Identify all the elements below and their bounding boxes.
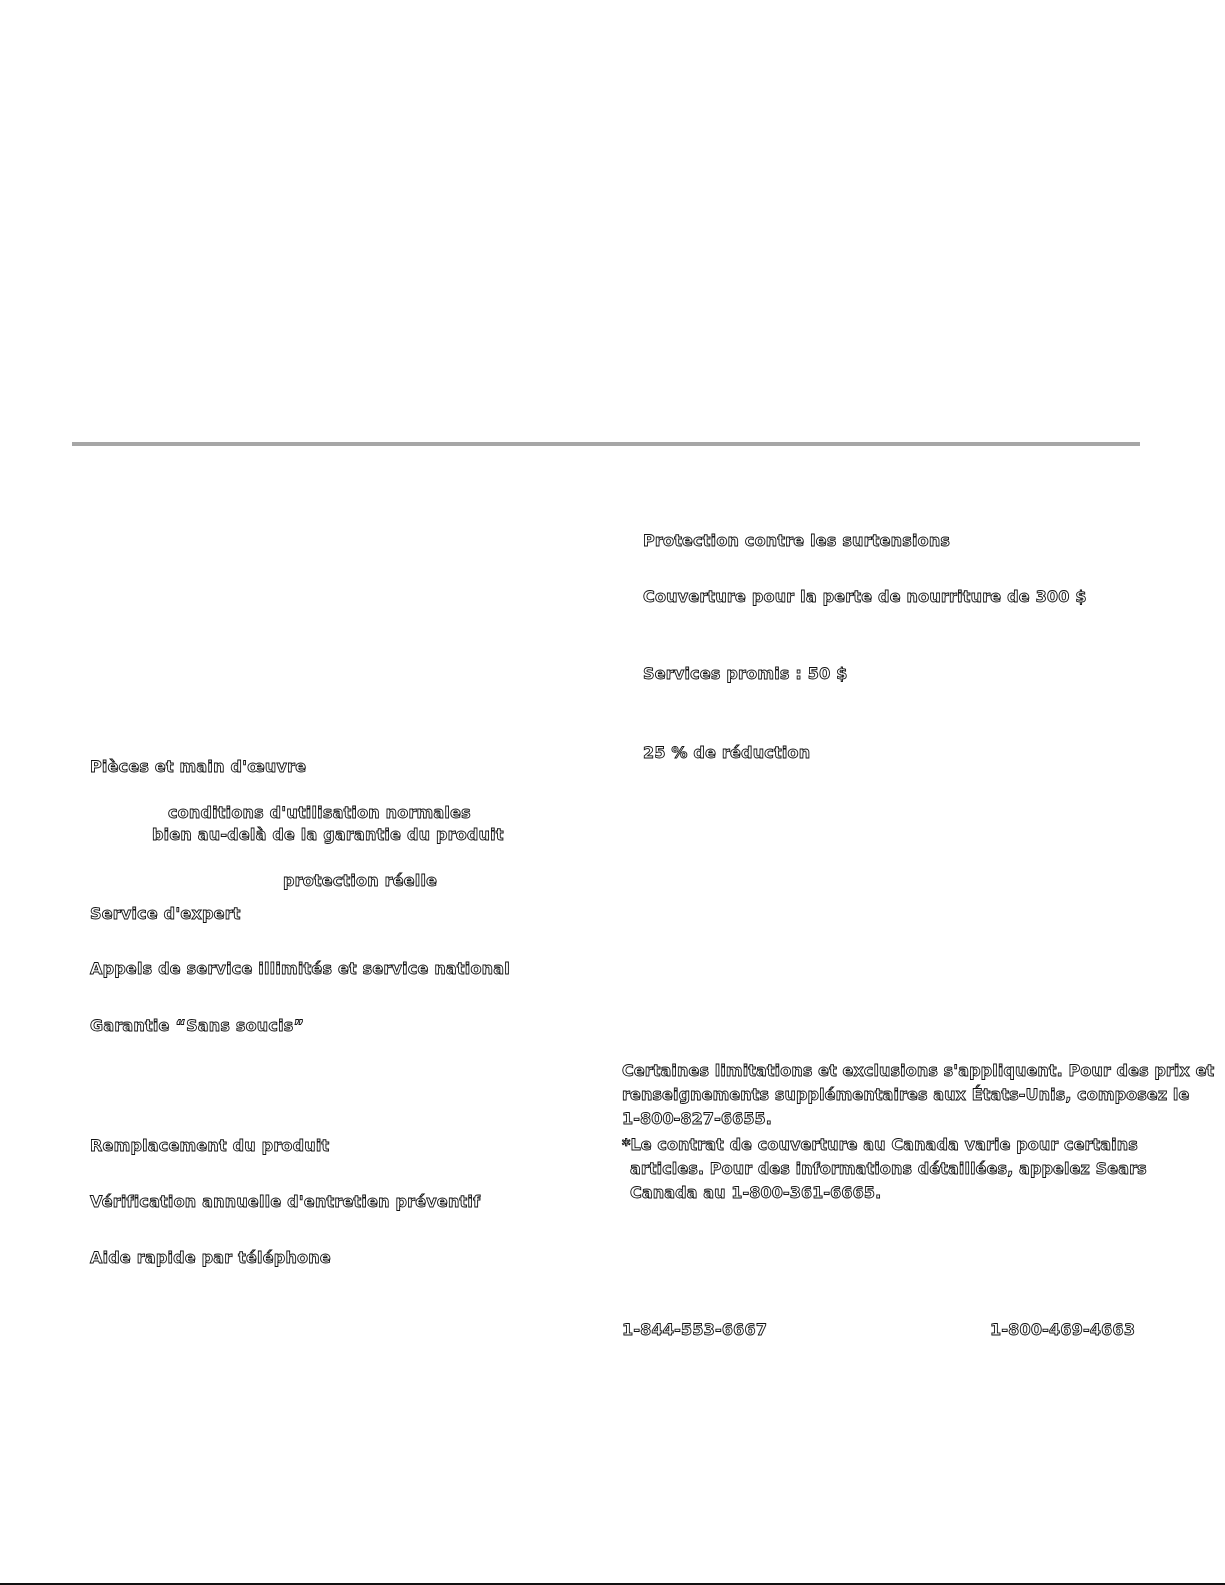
footnote-line: Canada au 1-800-361-6665. (630, 1183, 882, 1202)
food-loss-heading: Couverture pour la perte de nourriture de 300 $ (643, 587, 1087, 606)
disclaimer-line: renseignements supplémentaires aux États-Unis, composez le (622, 1085, 1190, 1104)
section-divider (72, 442, 1140, 446)
product-replacement-heading: Remplacement du produit (90, 1136, 330, 1155)
footnote-line: articles. Pour des informations détaillées, appelez Sears (630, 1159, 1147, 1178)
promised-services-heading: Services promis : 50 $ (643, 664, 848, 683)
surge-protection-heading: Protection contre les surtensions (643, 531, 951, 550)
real-protection-text: protection réelle (283, 871, 438, 890)
beyond-warranty-text: bien au-delà de la garantie du produit (152, 825, 504, 844)
phone-number-us: 1-844-553-6667 (622, 1320, 768, 1339)
phone-help-heading: Aide rapide par téléphone (90, 1248, 331, 1267)
unlimited-calls-heading: Appels de service illimités et service national (90, 959, 510, 978)
footnote-line: *Le contrat de couverture au Canada varie pour certains (622, 1135, 1138, 1154)
normal-use-text: conditions d'utilisation normales (168, 803, 471, 822)
phone-number-canada: 1-800-469-4663 (990, 1320, 1136, 1339)
expert-service-heading: Service d'expert (90, 904, 241, 923)
discount-heading: 25 % de réduction (643, 743, 811, 762)
disclaimer-text (622, 1059, 1214, 1131)
parts-labor-heading: Pièces et main d'œuvre (90, 757, 307, 776)
disclaimer-line: Certaines limitations et exclusions s'appliquent. Pour des prix et (622, 1061, 1215, 1080)
annual-check-heading: Vérification annuelle d'entretien préventif (90, 1192, 481, 1211)
no-worries-heading: Garantie “Sans soucis” (90, 1016, 305, 1035)
canada-footnote (622, 1133, 1147, 1205)
disclaimer-line: 1-800-827-6655. (622, 1109, 772, 1128)
